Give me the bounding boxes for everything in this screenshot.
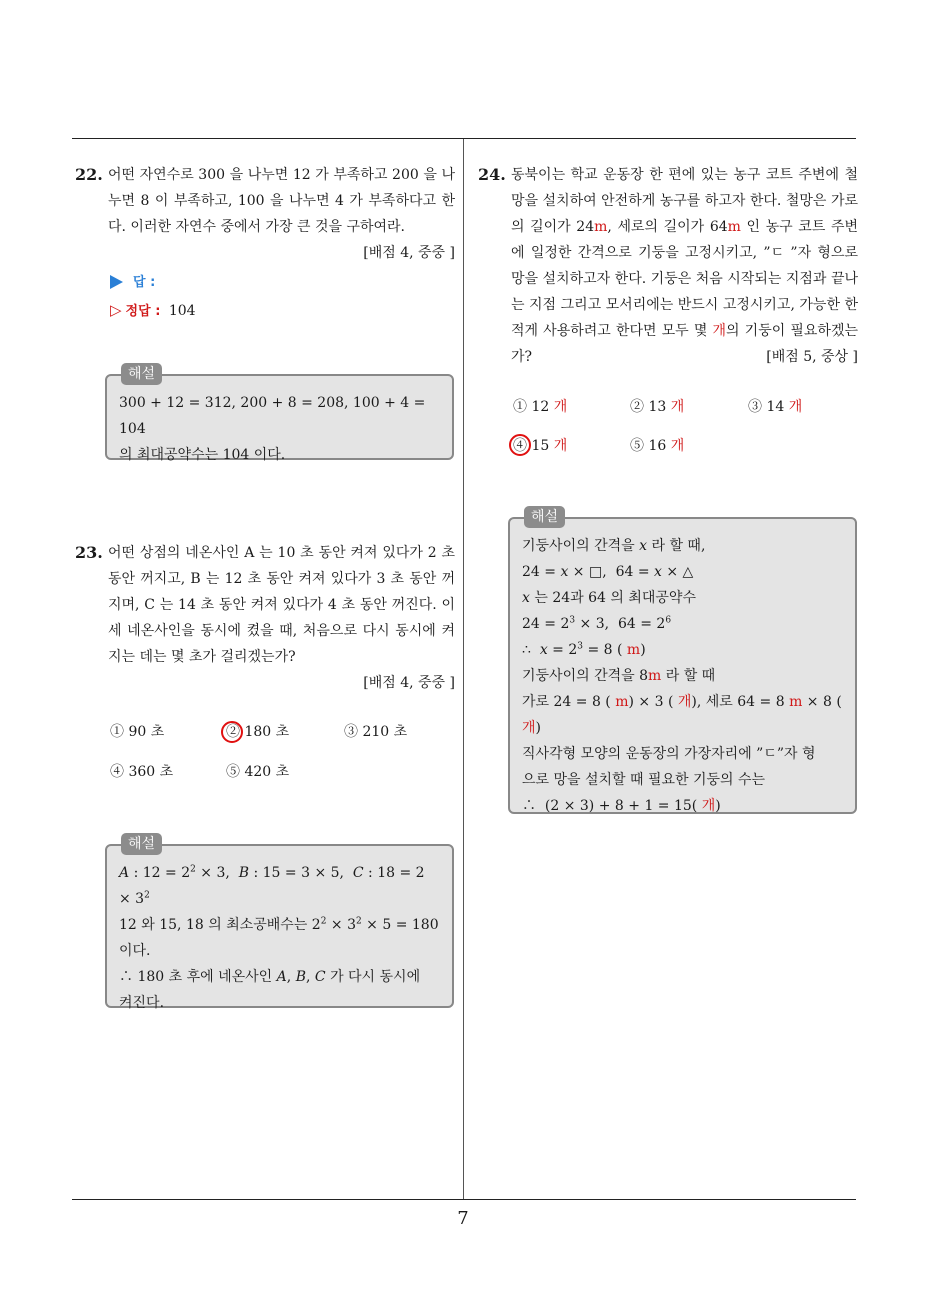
question-23 <box>75 540 455 696</box>
choice-2[interactable]: ② 13 개 <box>630 399 685 415</box>
explanation-line: ∴ $x = 2^3 = 8$ ( m) <box>522 641 646 658</box>
correct-answer-value: 104 <box>168 303 196 319</box>
explanation-line: 가로 24 = 8 ( m) × 3 ( 개), 세로 64 = 8 m × 8 ( 개) <box>522 694 842 736</box>
choice-1[interactable]: ① 12 개 <box>513 399 568 415</box>
question-number: 24. <box>478 165 506 184</box>
question-meta: [배점 5, 중상 ] <box>766 349 858 365</box>
explanation-line: $24 = 2^3 \times 3$, $64 = 2^6$ <box>522 615 672 632</box>
page-number: 7 <box>457 1208 469 1229</box>
explanation-line: 켜진다. <box>119 995 165 1011</box>
choice-3[interactable]: ③ 210 초 <box>344 724 408 740</box>
explanation-line: 300 + 12 = 312, 200 + 8 = 208, 100 + 4 = 104 <box>119 395 426 437</box>
play-icon <box>110 275 123 289</box>
choice-1[interactable]: ① 90 초 <box>110 724 165 740</box>
explanation-line: ∴ (2 × 3) + 8 + 1 = 15( 개) <box>522 798 721 814</box>
triangle-outline-icon: ▷ <box>110 301 122 319</box>
question-number: 22. <box>75 165 103 184</box>
explanation-line: 의 최대공약수는 104 이다. <box>119 447 286 463</box>
correct-answer-line <box>110 300 196 322</box>
explanation-line: 으로 망을 설치할 때 필요한 기둥의 수는 <box>522 772 766 788</box>
choice-5[interactable]: ⑤ 16 개 <box>630 438 685 454</box>
question-text: 어떤 상점의 네온사인 A 는 10 초 동안 켜져 있다가 2 초 동안 꺼지고, B 는 12 초 동안 켜져 있다가 3 초 동안 꺼지며, C 는 14 초 동안 켜져 있다가 4 초 동안 꺼진다. 이 세 네온사인을 동시에 켰을 때, 처음으로 다시 동시에 켜지는 데는 몇 초가 걸리겠는가? <box>108 545 455 665</box>
choice-4[interactable]: ④ 15 개 <box>513 438 568 454</box>
question-text: 동북이는 학교 운동장 한 편에 있는 농구 코트 주변에 철망을 설치하여 안전하게 농구를 하고자 한다. 철망은 가로의 길이가 24m, 세로의 길이가 64m 인 농구 코트 주변에 일정한 간격으로 기둥을 고정시키고, ”ㄷ ”자 형으로 망을 설치하고자 한다. 기둥은 처음 시작되는 지점과 끝나는 지점 그리고 모서리에는 반드시 고정시키고, 가능한 한 적게 사용하려고 한다면 모두 몇 개의 기둥이 필요하겠는가? [배점 5, 중상 ] <box>511 162 858 370</box>
answer-line <box>110 272 155 293</box>
explanation-line: 기둥사이의 간격을 x 라 할 때, <box>522 538 706 554</box>
explanation-line: A : $12 = 2^2 \times 3$, B : 15 = 3 × 5, C : $18 = 2 \times 3^2$ <box>119 864 425 907</box>
selected-answer-mark <box>221 721 243 743</box>
column-divider <box>463 139 464 1199</box>
question-22 <box>75 162 455 266</box>
correct-answer-label: 정답 : <box>125 304 161 319</box>
question-meta: [배점 4, 중중 ] <box>363 675 455 691</box>
explanation-line: 직사각형 모양의 운동장의 가장자리에 ”ㄷ”자 형 <box>522 746 816 762</box>
question-number: 23. <box>75 543 103 562</box>
choice-5[interactable]: ⑤ 420 초 <box>226 764 290 780</box>
explanation-tag: 해설 <box>524 506 565 528</box>
selected-answer-mark <box>509 434 531 456</box>
answer-label: 답 : <box>133 275 156 290</box>
explanation-line: 12 와 15, 18 의 최소공배수는 $2^2 \times 3^2 \times 5 = 180$ <box>119 916 439 933</box>
question-text: 어떤 자연수로 300 을 나누면 12 가 부족하고 200 을 나누면 8 이 부족하고, 100 을 나누면 4 가 부족하다고 한다. 이러한 자연수 중에서 가장 큰 것을 구하여라. <box>108 167 455 235</box>
explanation-line: 이다. <box>119 943 151 959</box>
choice-3[interactable]: ③ 14 개 <box>748 399 803 415</box>
question-meta: [배점 4, 중중 ] <box>363 245 455 261</box>
explanation-line: x 는 24과 64 의 최대공약수 <box>522 590 696 606</box>
explanation-box-22 <box>105 366 454 463</box>
explanation-line: 기둥사이의 간격을 8m 라 할 때 <box>522 668 716 684</box>
choice-2[interactable]: ② 180 초 <box>226 724 290 740</box>
explanation-box-24 <box>508 509 857 814</box>
explanation-tag: 해설 <box>121 833 162 855</box>
explanation-line: ∴ 180 초 후에 네온사인 A, B, C 가 다시 동시에 <box>119 969 421 985</box>
footer-rule <box>72 1199 856 1200</box>
explanation-box-23 <box>105 836 454 1011</box>
explanation-tag: 해설 <box>121 363 162 385</box>
question-24 <box>478 162 858 370</box>
header-rule <box>72 138 856 139</box>
explanation-line: 24 = x × □, 64 = x × △ <box>522 564 694 580</box>
choice-4[interactable]: ④ 360 초 <box>110 764 174 780</box>
